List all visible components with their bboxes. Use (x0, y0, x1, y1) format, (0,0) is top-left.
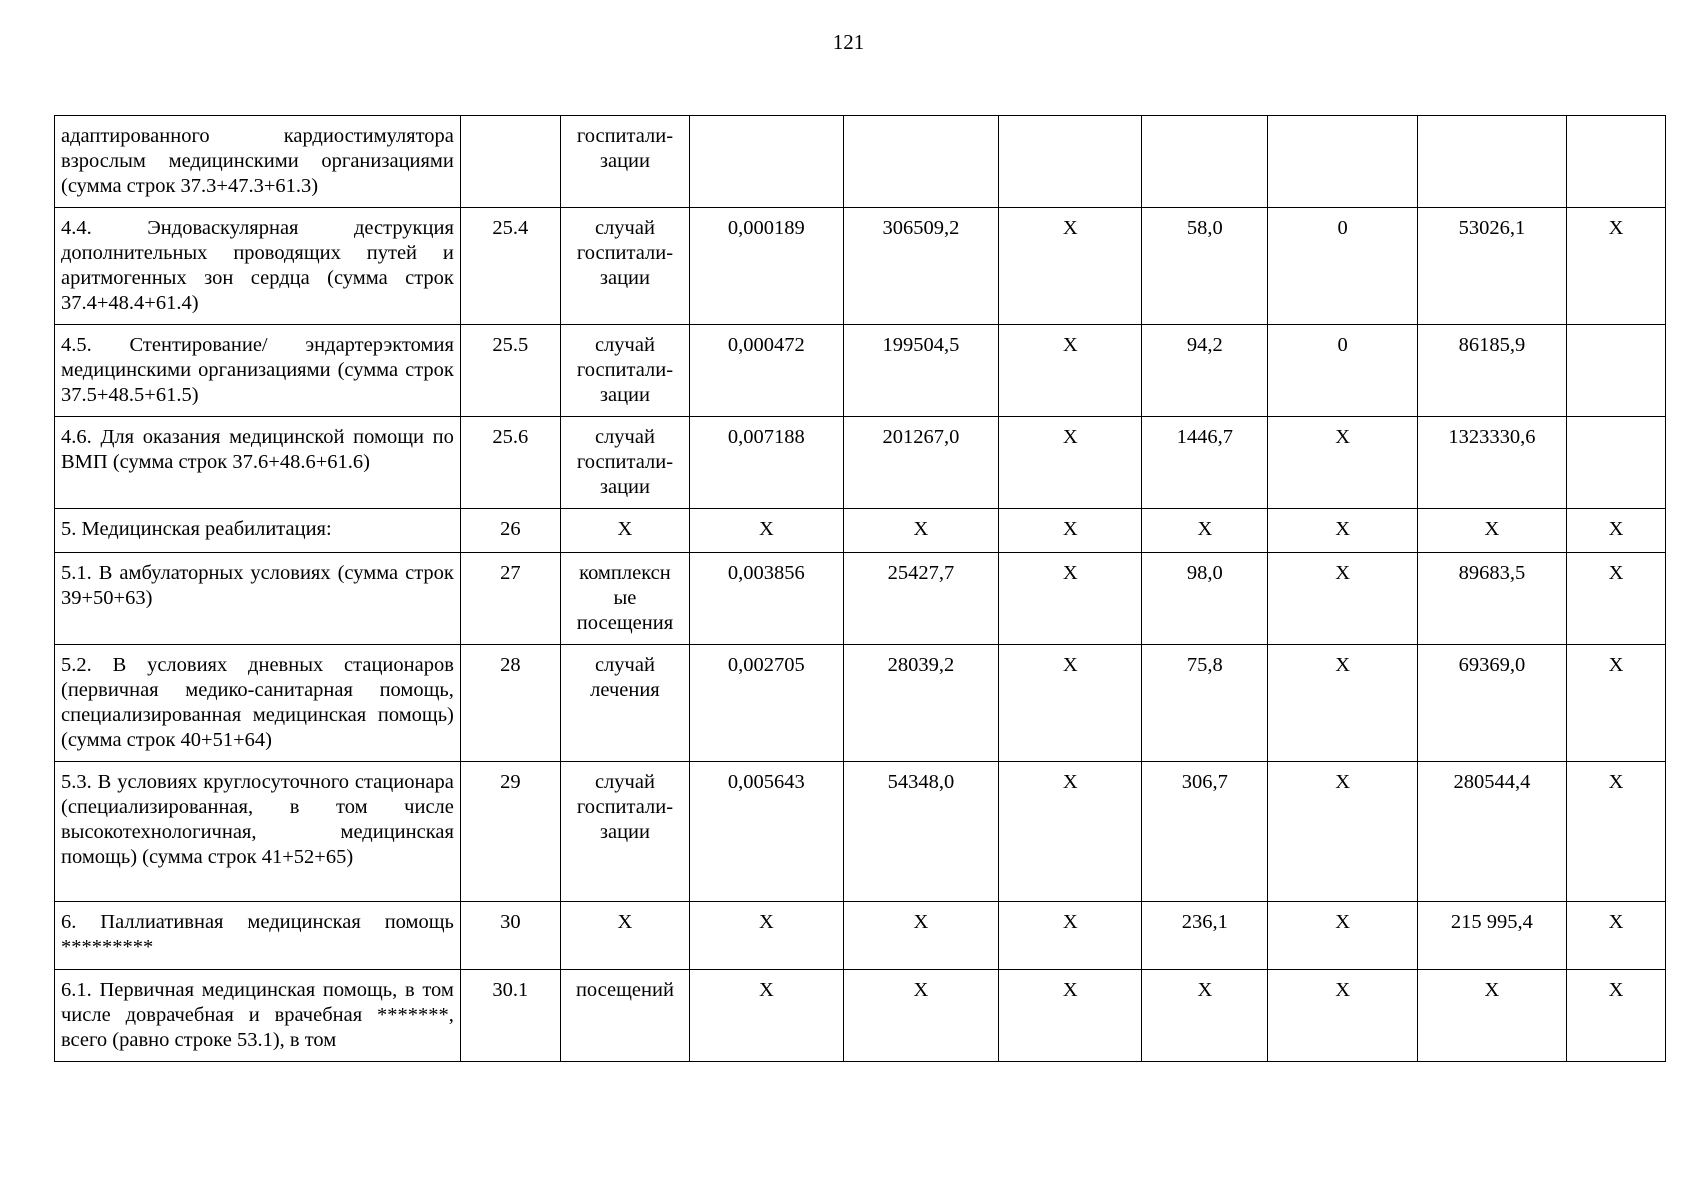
row-value-cell-5: 25427,7 (843, 553, 999, 645)
row-code-cell: 25.6 (460, 417, 560, 509)
row-value-cell-10 (1567, 116, 1666, 208)
row-code-cell: 29 (460, 762, 560, 902)
row-value-cell-8: 0 (1268, 325, 1417, 417)
row-code-cell: 26 (460, 509, 560, 553)
row-value-cell-10: Х (1567, 902, 1666, 970)
row-value-cell-9: 86185,9 (1417, 325, 1566, 417)
row-unit-cell: Х (560, 509, 689, 553)
row-value-cell-5 (843, 116, 999, 208)
row-value-cell-5: Х (843, 902, 999, 970)
row-value-cell-9: Х (1417, 970, 1566, 1062)
table-row (55, 970, 1666, 1062)
row-value-cell-4: 0,002705 (690, 645, 844, 762)
row-value-cell-9: 69369,0 (1417, 645, 1566, 762)
row-value-cell-8 (1268, 116, 1417, 208)
row-value-cell-7: 98,0 (1142, 553, 1268, 645)
row-name-cell: 5.3. В условиях круглосуточного стационара (специализированная, в том числе высокотехнологичная, медицинская помощь) (сумма строк 41+52+65) (55, 762, 461, 902)
row-value-cell-5: 28039,2 (843, 645, 999, 762)
row-value-cell-4: 0,007188 (690, 417, 844, 509)
row-value-cell-10: Х (1567, 553, 1666, 645)
row-value-cell-8: Х (1268, 902, 1417, 970)
row-value-cell-6: Х (999, 325, 1142, 417)
row-unit-cell: Х (560, 902, 689, 970)
row-code-cell: 28 (460, 645, 560, 762)
row-unit-cell: комплексн ые посещения (560, 553, 689, 645)
row-value-cell-8: 0 (1268, 208, 1417, 325)
row-value-cell-6: Х (999, 645, 1142, 762)
row-value-cell-5: 54348,0 (843, 762, 999, 902)
row-value-cell-7: Х (1142, 970, 1268, 1062)
row-value-cell-8: Х (1268, 970, 1417, 1062)
row-value-cell-4: 0,005643 (690, 762, 844, 902)
table-body (55, 116, 1666, 1062)
row-value-cell-10: Х (1567, 970, 1666, 1062)
row-value-cell-6: Х (999, 970, 1142, 1062)
table-row (55, 553, 1666, 645)
row-code-cell: 27 (460, 553, 560, 645)
row-code-cell (460, 116, 560, 208)
row-value-cell-6: Х (999, 417, 1142, 509)
row-value-cell-6: Х (999, 553, 1142, 645)
row-value-cell-10 (1567, 325, 1666, 417)
row-value-cell-9: Х (1417, 509, 1566, 553)
table-row (55, 762, 1666, 902)
row-value-cell-9: 89683,5 (1417, 553, 1566, 645)
row-name-cell: 5.2. В условиях дневных стационаров (первичная медико-санитарная помощь, специализированная медицинская помощь) (сумма строк 40+51+64) (55, 645, 461, 762)
row-value-cell-8: Х (1268, 762, 1417, 902)
row-value-cell-4: 0,003856 (690, 553, 844, 645)
row-value-cell-7: 236,1 (1142, 902, 1268, 970)
row-code-cell: 30.1 (460, 970, 560, 1062)
row-value-cell-8: Х (1268, 553, 1417, 645)
row-value-cell-10: Х (1567, 645, 1666, 762)
row-value-cell-7: 75,8 (1142, 645, 1268, 762)
row-code-cell: 30 (460, 902, 560, 970)
row-name-cell: 4.5. Стентирование/ эндартерэктомия медицинскими организациями (сумма строк 37.5+48.5+61.5) (55, 325, 461, 417)
row-value-cell-4: Х (690, 902, 844, 970)
row-value-cell-8: Х (1268, 509, 1417, 553)
row-code-cell: 25.4 (460, 208, 560, 325)
row-value-cell-6: Х (999, 509, 1142, 553)
row-value-cell-6: Х (999, 762, 1142, 902)
row-unit-cell: госпитали- зации (560, 116, 689, 208)
row-code-cell: 25.5 (460, 325, 560, 417)
row-name-cell: 4.6. Для оказания медицинской помощи по ВМП (сумма строк 37.6+48.6+61.6) (55, 417, 461, 509)
row-value-cell-6: Х (999, 208, 1142, 325)
row-value-cell-9: 1323330,6 (1417, 417, 1566, 509)
row-value-cell-5: 306509,2 (843, 208, 999, 325)
row-value-cell-7: 306,7 (1142, 762, 1268, 902)
row-value-cell-10: Х (1567, 509, 1666, 553)
row-value-cell-8: Х (1268, 645, 1417, 762)
row-value-cell-10 (1567, 417, 1666, 509)
row-unit-cell: случай госпитали- зации (560, 208, 689, 325)
table-row (55, 509, 1666, 553)
row-value-cell-10: Х (1567, 762, 1666, 902)
row-unit-cell: случай лечения (560, 645, 689, 762)
row-name-cell: 5.1. В амбулаторных условиях (сумма строк 39+50+63) (55, 553, 461, 645)
row-unit-cell: посещений (560, 970, 689, 1062)
row-value-cell-6 (999, 116, 1142, 208)
row-value-cell-4 (690, 116, 844, 208)
row-name-cell: адаптированного кардиостимулятора взрослым медицинскими организациями (сумма строк 37.3+47.3+61.3) (55, 116, 461, 208)
row-value-cell-5: Х (843, 970, 999, 1062)
row-unit-cell: случай госпитали- зации (560, 417, 689, 509)
row-unit-cell: случай госпитали- зации (560, 762, 689, 902)
table-row (55, 325, 1666, 417)
data-table (54, 115, 1666, 1062)
row-value-cell-7: 1446,7 (1142, 417, 1268, 509)
row-unit-cell: случай госпитали- зации (560, 325, 689, 417)
row-value-cell-9: 215 995,4 (1417, 902, 1566, 970)
row-value-cell-4: 0,000472 (690, 325, 844, 417)
row-value-cell-6: Х (999, 902, 1142, 970)
row-value-cell-9 (1417, 116, 1566, 208)
row-value-cell-5: 199504,5 (843, 325, 999, 417)
table-row (55, 645, 1666, 762)
row-value-cell-7: 94,2 (1142, 325, 1268, 417)
row-name-cell: 4.4. Эндоваскулярная деструкция дополнительных проводящих путей и аритмогенных зон сердца (сумма строк 37.4+48.4+61.4) (55, 208, 461, 325)
row-value-cell-9: 280544,4 (1417, 762, 1566, 902)
row-name-cell: 5. Медицинская реабилитация: (55, 509, 461, 553)
row-value-cell-7: 58,0 (1142, 208, 1268, 325)
page-number: 121 (832, 30, 865, 54)
row-value-cell-4: 0,000189 (690, 208, 844, 325)
row-name-cell: 6. Паллиативная медицинская помощь ********* (55, 902, 461, 970)
table-row (55, 417, 1666, 509)
row-value-cell-4: Х (690, 509, 844, 553)
row-value-cell-5: Х (843, 509, 999, 553)
row-value-cell-9: 53026,1 (1417, 208, 1566, 325)
table-row (55, 208, 1666, 325)
row-name-cell: 6.1. Первичная медицинская помощь, в том числе доврачебная и врачебная *******, всего (равно строке 53.1), в том (55, 970, 461, 1062)
row-value-cell-10: Х (1567, 208, 1666, 325)
row-value-cell-5: 201267,0 (843, 417, 999, 509)
table-row (55, 902, 1666, 970)
row-value-cell-8: Х (1268, 417, 1417, 509)
row-value-cell-7: Х (1142, 509, 1268, 553)
row-value-cell-7 (1142, 116, 1268, 208)
table-row (55, 116, 1666, 208)
row-value-cell-4: Х (690, 970, 844, 1062)
